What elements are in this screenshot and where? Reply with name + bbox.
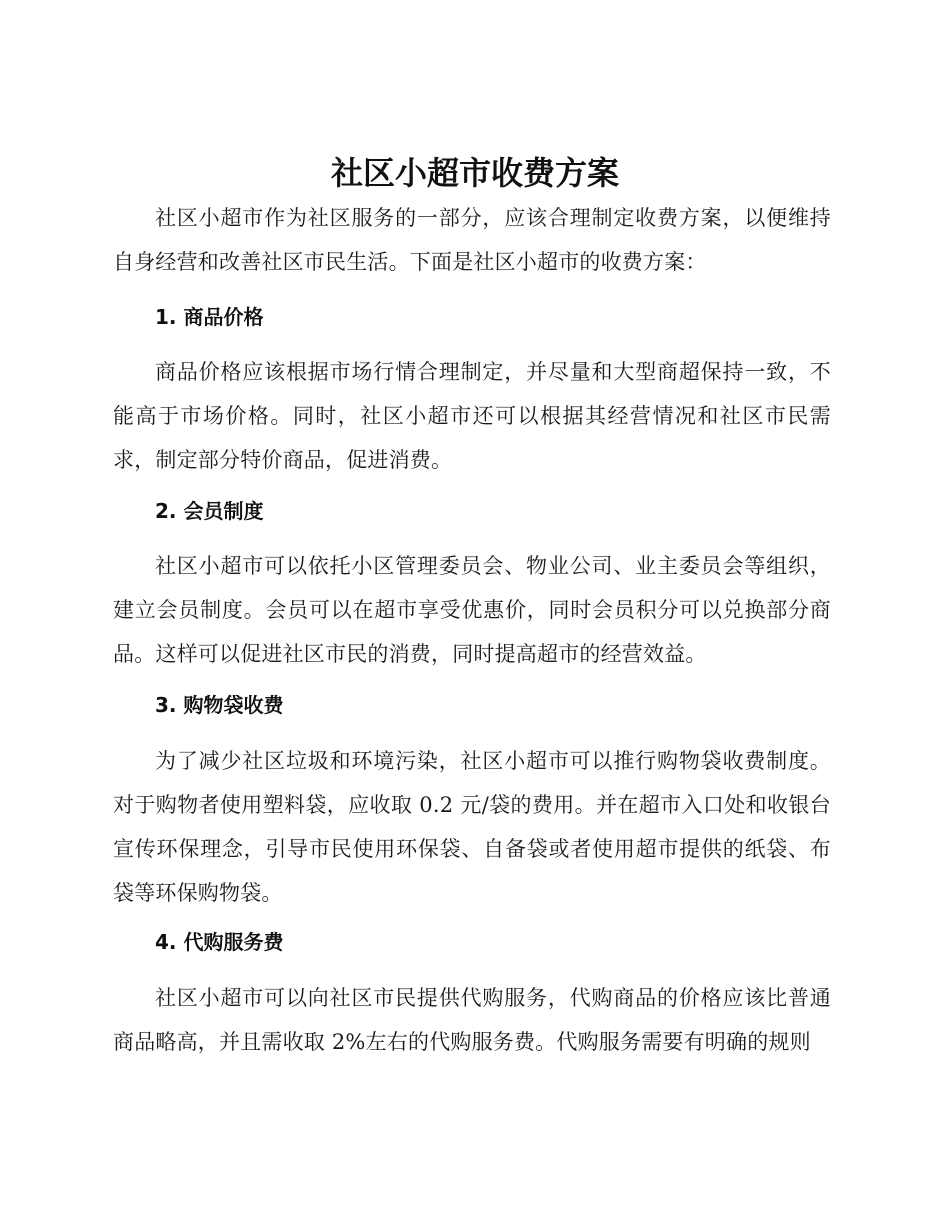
- section-heading-price: 1. 商品价格: [155, 305, 264, 329]
- document-title: 社区小超市收费方案: [330, 154, 619, 192]
- intro-paragraph: 社区小超市作为社区服务的一部分，应该合理制定收费方案，以便维持自身经营和改善社区市民生活。下面是社区小超市的收费方案：: [113, 206, 831, 274]
- section-heading-purchasing-fee: 4. 代购服务费: [155, 930, 284, 954]
- section-text-purchasing-fee: 社区小超市可以向社区市民提供代购服务，代购商品的价格应该比普通商品略高，并且需收取 2%左右的代购服务费。代购服务需要有明确的规则: [113, 986, 831, 1054]
- section-text-bag-fee: 为了减少社区垃圾和环境污染，社区小超市可以推行购物袋收费制度。对于购物者使用塑料袋，应收取 0.2 元/袋的费用。并在超市入口处和收银台宣传环保理念，引导市民使用环保袋、自备袋或者使用超市提供的纸袋、布袋等环保购物袋。: [113, 749, 831, 905]
- section-heading-membership: 2. 会员制度: [155, 499, 264, 523]
- section-text-membership: 社区小超市可以依托小区管理委员会、物业公司、业主委员会等组织，建立会员制度。会员可以在超市享受优惠价，同时会员积分可以兑换部分商品。这样可以促进社区市民的消费，同时提高超市的经营效益。: [113, 554, 831, 666]
- section-text-price: 商品价格应该根据市场行情合理制定，并尽量和大型商超保持一致，不能高于市场价格。同时，社区小超市还可以根据其经营情况和社区市民需求，制定部分特价商品，促进消费。: [113, 360, 831, 472]
- section-heading-bag-fee: 3. 购物袋收费: [155, 693, 284, 717]
